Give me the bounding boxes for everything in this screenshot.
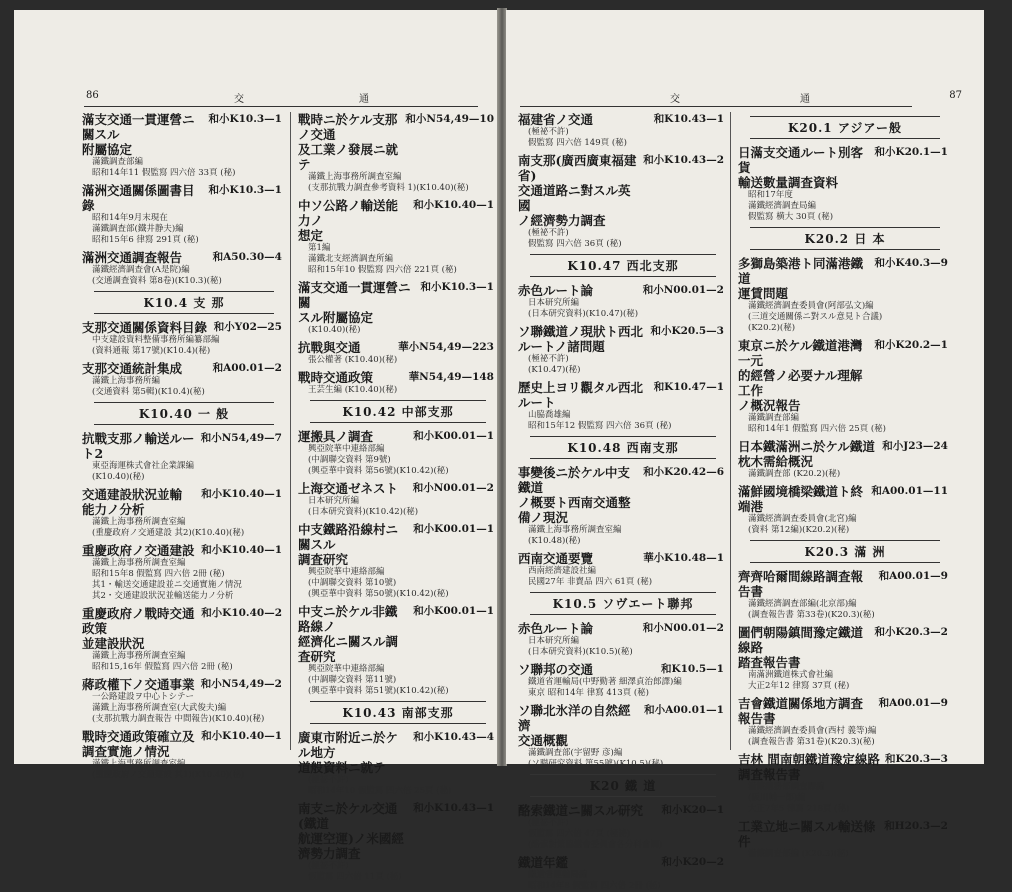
entry-title: 蔣政權下ノ交通事業 <box>82 677 195 692</box>
entry-title: 齊齊哈爾間線路調査報告書 <box>738 569 864 599</box>
catalog-entry <box>82 543 282 602</box>
left-running-head-1: 交 <box>234 94 244 105</box>
catalog-entry <box>738 696 948 748</box>
entry-details: 興亞院華中連絡部編 (中調聯交資料 第9號) (興亞華中資料 第56號)(K10.42)(秘) <box>308 444 449 476</box>
catalog-entry <box>518 380 724 432</box>
call-number: 和H20.3—2 <box>884 820 948 832</box>
entry-title-row <box>518 380 724 410</box>
entry-title: ソ聯北氷洋の自然經濟 交通概觀 <box>518 703 631 748</box>
catalog-entry <box>298 198 494 276</box>
catalog-entry <box>738 569 948 621</box>
entry-title: 抗戰支那ノ輸送ルート2 <box>82 431 195 461</box>
entry-title-row <box>518 803 724 818</box>
left-running-head <box>84 88 478 107</box>
entry-title: 支那交通關係資料目錄 <box>82 320 208 335</box>
call-number: 華小N54,49—223 <box>398 341 494 353</box>
entry-title-row <box>298 370 494 385</box>
entry-title-row <box>298 604 494 664</box>
entry-title: 鐵道年鑑 <box>518 855 569 870</box>
catalog-entry <box>82 487 282 539</box>
entry-details: 滿鐵上海事務所編 (交通資料 第5輯)(K10.4)(秘) <box>92 376 205 397</box>
entry-title: 日滿支交通ルート別客貨 輸送數量調査資料 <box>738 145 864 190</box>
entry-title: 酪索鐵道ニ關スル研究 <box>518 803 644 818</box>
call-number: 和小K20.2—1 <box>874 339 948 351</box>
entry-title: 滿鮮國境橋梁鐵道ト終端港 <box>738 484 864 514</box>
entry-title-row <box>298 730 494 775</box>
call-number: 和小K00.01—1 <box>413 430 494 442</box>
entry-details: 西南經濟建設社編 民國27年 非賣品 四六 61頁 (秘) <box>528 566 653 587</box>
catalog-entry <box>738 256 948 334</box>
entry-details: 日本研究所編 (日本研究資料)(K10.42)(秘) <box>308 496 419 517</box>
entry-title-row <box>738 569 948 599</box>
call-number: 和K10.43—1 <box>653 113 724 125</box>
entry-details: 滿鐵調査部編 昭和14年1 假監寫 四六倍 25頁 (秘) <box>748 413 886 434</box>
entry-title: ソ聯鐵道ノ現狀ト西北 ルートノ諸問題 <box>518 324 644 354</box>
left-column-divider <box>290 112 291 750</box>
entry-title: 赤色ルート論 <box>518 621 594 636</box>
right-column-divider <box>730 112 731 750</box>
call-number: 和K10.47—1 <box>653 381 724 393</box>
entry-title-row <box>738 338 948 413</box>
catalog-entry <box>298 112 494 194</box>
entry-title-row <box>82 543 282 558</box>
right-running-head-1: 交 <box>670 94 680 105</box>
entry-title-row <box>82 729 282 759</box>
call-number: 和小Y02—25 <box>213 321 282 333</box>
call-number: 和小K10.3—1 <box>208 184 282 196</box>
section-header: K10.47 西北支那 <box>530 254 716 277</box>
entry-details: 滿鐵經濟調査委員會(北宮)編 (資料 第12編)(K20.2)(秘) <box>748 514 857 535</box>
call-number: 和小K10.43—2 <box>643 154 724 166</box>
entry-title-row <box>518 621 724 636</box>
call-number: 和小A00.01—1 <box>644 704 724 716</box>
entry-details: 興亞院華中連絡部編 (中調聯交資料 第11號) (興亞華中資料 第51號)(K10.42)(秘) <box>308 664 449 696</box>
entry-title-row <box>82 361 282 376</box>
call-number: 和小K20.42—6 <box>643 466 724 478</box>
entry-title-row <box>738 696 948 726</box>
entry-title: 滿支交通一貫運營ニ關スル 附屬協定 <box>82 112 195 157</box>
call-number: 和小K10.40—1 <box>201 488 282 500</box>
left-column-1 <box>82 112 282 780</box>
section-header: K20.3 滿 洲 <box>750 540 940 563</box>
call-number: 和K10.5—1 <box>660 663 724 675</box>
catalog-entry <box>82 320 282 357</box>
call-number: 和A00.01—2 <box>212 362 282 374</box>
entry-title-row <box>738 145 948 190</box>
entry-title: 多獅島築港ト同滿港鐵道 運賃問題 <box>738 256 864 301</box>
catalog-entry <box>298 481 494 518</box>
entry-title: 滿洲交通關係圖書目錄 <box>82 183 195 213</box>
catalog-entry <box>82 361 282 398</box>
call-number: 和小K40.3—9 <box>874 257 948 269</box>
entry-details: 滿鐵調査部(宇留野 彦)編 (ソ聯研究資料 第55號)(K10.5)(秘) <box>528 748 664 769</box>
left-column-2 <box>298 112 494 882</box>
catalog-entry <box>298 340 494 366</box>
entry-details: (極祕不許) 假監寫 四六倍 149頁 (秘) <box>528 127 627 148</box>
entry-title: 福建省ノ交通 <box>518 112 594 127</box>
entry-title-row <box>82 431 282 461</box>
catalog-entry <box>518 153 724 250</box>
entry-title-row <box>518 112 724 127</box>
entry-details: 滿鐵經濟調査部編(北京部)編 (調査報告書 第33卷)(K20.3)(秘) <box>748 599 875 620</box>
catalog-entry <box>518 703 724 770</box>
catalog-entry <box>738 625 948 692</box>
entry-title: 運搬具ノ調査 <box>298 429 374 444</box>
entry-details: 滿鐵經濟調查會(A是院)編 (交通調査資料 第8卷)(K10.3)(秘) <box>92 265 222 286</box>
catalog-entry <box>82 431 282 483</box>
call-number: 華N54,49—148 <box>408 371 494 383</box>
catalog-entry <box>518 855 724 892</box>
right-column-2 <box>738 112 948 859</box>
catalog-entry <box>82 677 282 725</box>
entry-details: 滿鐵經濟調査委員會(阿部弘文)編 (三道交通關係ニ對スル意見ト合議) (K20.2)(秘) <box>748 301 883 333</box>
catalog-entry <box>738 338 948 435</box>
entry-title-row <box>518 283 724 298</box>
call-number: 和小N54,49—10 <box>405 113 494 125</box>
catalog-entry <box>738 439 948 480</box>
section-header: K20.2 日 本 <box>750 227 940 250</box>
entry-details: 山脇喬雄編 昭和15年12 假監寫 四六倍 36頁 (秘) <box>528 410 672 431</box>
entry-details: 張公權著 (K10.40)(秘) <box>308 355 398 365</box>
entry-details: 日本研究所編 (日本研究資料)(K10.5)(秘) <box>528 636 633 657</box>
call-number: 和K20.3—3 <box>884 753 948 765</box>
section-header: K10.48 西南支那 <box>530 436 716 459</box>
entry-title: 事變後ニ於ケル中支鐵道 ノ概要ト西南交通整備ノ現況 <box>518 465 631 525</box>
entry-title: 廣東市附近ニ於ケル地方 道般資料ニ就テ <box>298 730 399 775</box>
entry-title: 西南交通要覽 <box>518 551 594 566</box>
call-number: 和小K10.3—1 <box>208 113 282 125</box>
catalog-entry <box>518 662 724 699</box>
call-number: 和A00.01—9 <box>878 570 948 582</box>
entry-details: 滿鐵上海事務所調査室編 (支那抗戰力調査參考資料 1)(K10.40)(秘) <box>308 172 469 193</box>
entry-details: 滿鐵調査部 (K20.2)(秘) <box>748 469 841 479</box>
left-page <box>14 10 498 882</box>
call-number: 和小K20—1 <box>661 804 724 816</box>
entry-details: 第1編 滿鐵北支經濟調査所編 昭和15年10 假監寫 四六倍 221頁 (秘) <box>308 243 457 275</box>
entry-details: (極祕不許) 假監寫 四六倍 36頁 (秘) <box>528 228 622 249</box>
right-page-number: 87 <box>949 90 962 101</box>
entry-details: 鐵道省運輸局編 昭和14年8 假監寫 四六倍 2冊 (秘) <box>528 870 661 891</box>
entry-title-row <box>738 256 948 301</box>
call-number: 和A00.01—11 <box>871 485 948 497</box>
call-number: 和小N54,49—2 <box>200 678 282 690</box>
entry-title-row <box>518 153 724 228</box>
entry-details: 日本研究所編 (日本研究資料)(K10.47)(秘) <box>528 298 639 319</box>
entry-details: 滿鐵調查部編 昭和14年11 假監寫 四六倍 33頁 (秘) <box>92 157 236 178</box>
entry-title-row <box>82 677 282 692</box>
catalog-entry <box>82 250 282 287</box>
entry-details: 滿鐵上海事務所調査室編 昭和15,16年 假監寫 四六倍 2冊 (秘) <box>92 651 233 672</box>
call-number: 和小K20—2 <box>661 856 724 868</box>
entry-title: 中支鐵路沿線村ニ關スル 調査研究 <box>298 522 399 567</box>
entry-title: 東京ニ於ケル鐵道港灣一元 的經營ノ必要ナル理解工作 ノ概況報告 <box>738 338 863 413</box>
entry-title: 上海交通ゼネスト <box>298 481 399 496</box>
call-number: 和A50.30—4 <box>212 251 282 263</box>
entry-title-row <box>518 662 724 677</box>
entry-details: 滿鐵總務部調査課編 (阪川輔一郎)編 大正7年5 律寫 218頁 (秘) <box>748 782 850 814</box>
entry-title: 重慶政府ノ戰時交通政策 並建設狀況 <box>82 606 195 651</box>
right-running-head <box>520 88 962 107</box>
entry-details: (極祕不許) 假監寫 四六倍 47頁 (極祕) (酪索對策協議會委員會各分科會調) <box>528 818 663 850</box>
entry-title-row <box>298 429 494 444</box>
entry-details: 滿鐵上海事務所調査室編 (重慶政府ノ交通建設 其1)(K10.40)(秘) <box>92 759 245 780</box>
entry-title-row <box>82 487 282 517</box>
entry-details: 中支建設資料整備事務所編纂部編 (資料通報 第17號)(K10.4)(秘) <box>92 335 220 356</box>
section-header: K20.1 アジアー般 <box>750 116 940 139</box>
call-number: 和小K20.5—3 <box>650 325 724 337</box>
entry-title: 南支ニ於ケル交通(鐵道 航運空運)ノ米國經濟勢力調査 <box>298 801 404 861</box>
section-header: K10.40 一 般 <box>94 402 274 425</box>
call-number: 和小N00.01—2 <box>642 622 724 634</box>
entry-title-row <box>82 320 282 335</box>
call-number: 華小K10.48—1 <box>643 552 724 564</box>
entry-title-row <box>82 183 282 213</box>
entry-title-row <box>82 606 282 651</box>
call-number: 和小J23—24 <box>882 440 948 452</box>
entry-details: 一公路建設ヲ中心トシテー 滿鐵上海事務所調査室(大武俊夫)編 (支那抗戰力調査報告 中間報告)(K10.40)(秘) <box>92 692 265 724</box>
entry-title-row <box>518 324 724 354</box>
call-number: 和小K10.3—1 <box>420 281 494 293</box>
catalog-entry <box>298 801 494 883</box>
entry-details: 滿鐵上海事務所調査室編 昭和15年8 假監寫 四六倍 2冊 (秘) 其1・輸送交通建設並ニ交通實施ノ情況 其2・交通建設狀況並輸送能力ノ分析 <box>92 558 242 601</box>
entry-title-row <box>518 703 724 748</box>
entry-details: 興亞院華中連絡部編 (中調聯交資料 第10號) (興亞華中資料 第50號)(K10.42)(秘) <box>308 567 449 599</box>
right-column-1 <box>518 112 724 891</box>
catalog-entry <box>738 145 948 223</box>
call-number: 和小N54,49—7 <box>200 432 282 444</box>
call-number: 和小N00.01—2 <box>412 482 494 494</box>
catalog-entry <box>518 324 724 376</box>
entry-title-row <box>82 250 282 265</box>
call-number: 和小K10.40—1 <box>413 199 494 211</box>
catalog-entry <box>738 819 948 860</box>
entry-details: (極祕不許) 昭和14年10 假監寫 四六倍 25頁 (秘) <box>308 775 452 796</box>
call-number: 和小K10.43—1 <box>413 802 494 814</box>
catalog-entry <box>738 752 948 815</box>
catalog-entry <box>298 522 494 600</box>
entry-title: 戰時交通政策確立及 調查實施ノ情況 <box>82 729 195 759</box>
entry-title: 交通建設狀況並輸 能力ノ分析 <box>82 487 183 517</box>
entry-details: 昭和17年度 滿鐵經濟調査局編 假監寫 横大 30頁 (秘) <box>748 190 834 222</box>
entry-details: 鐵道省運輸局(中野勤著 細澤貞治郎譯)編 東京 昭和14年 律寫 413頁 (秘) <box>528 677 682 698</box>
entry-title: 抗戰與交通 <box>298 340 361 355</box>
entry-details: (K10.40)(秘) <box>308 325 361 335</box>
entry-title: 中支ニ於ケル非鐵路線ノ 經濟化ニ關スル調査研究 <box>298 604 399 664</box>
call-number: 和A00.01—9 <box>878 697 948 709</box>
section-header: K10.5 ソヴエート聯邦 <box>530 592 716 615</box>
section-header: K20 鐵 道 <box>530 774 716 797</box>
catalog-entry <box>298 604 494 697</box>
left-page-number: 86 <box>86 90 99 101</box>
entry-details: (極祕不許) (K10.47)(秘) <box>528 354 581 375</box>
entry-details: 滿鐵經濟調査委員會(西村 義等)編 (調査報告書 第31卷)(K20.3)(秘) <box>748 726 877 747</box>
right-page <box>506 10 984 891</box>
section-header: K10.43 南部支那 <box>310 701 486 724</box>
catalog-entry <box>298 280 494 336</box>
entry-title-row <box>518 551 724 566</box>
entry-title-row <box>298 340 494 355</box>
call-number: 和小K20.1—1 <box>874 146 948 158</box>
catalog-entry <box>82 183 282 246</box>
entry-title: 圖們朝陽鎮間豫定鐵道線路 踏査報告書 <box>738 625 864 670</box>
call-number: 和小K20.3—2 <box>874 626 948 638</box>
entry-title-row <box>298 522 494 567</box>
call-number: 和小N00.01—2 <box>642 284 724 296</box>
section-header: K10.4 支 那 <box>94 291 274 314</box>
entry-details: 滿鐵上海事務所調査室編 (K10.48)(秘) <box>528 525 622 546</box>
catalog-entry <box>518 112 724 149</box>
entry-title: 戰時ニ於ケル支那ノ交通 及工業ノ發展ニ就テ <box>298 112 399 172</box>
call-number: 和小K10.43—4 <box>413 731 494 743</box>
call-number: 和小K10.40—2 <box>201 607 282 619</box>
entry-details: 王芸生編 (K10.40)(秘) <box>308 385 398 395</box>
entry-title: 重慶政府ノ交通建設 <box>82 543 195 558</box>
entry-title-row <box>518 465 724 525</box>
entry-details: 昭和14年9月末現在 滿鐵調査部(鐵井静夫)編 昭和15年6 律寫 291頁 (秘) <box>92 213 199 245</box>
entry-title: 南支那(廣西廣東福建省) 交通道路ニ對スル英國 ノ經濟勢力調査 <box>518 153 637 228</box>
call-number: 和小K00.01—1 <box>413 605 494 617</box>
catalog-entry <box>82 729 282 781</box>
catalog-entry <box>298 730 494 797</box>
entry-details: 滿鐵上海事務所調査室編 (重慶政府ノ交通建設 其2)(K10.40)(秘) <box>92 517 245 538</box>
call-number: 和小K00.01—1 <box>413 523 494 535</box>
entry-title: 滿洲交通調查報告 <box>82 250 183 265</box>
catalog-entry <box>518 803 724 851</box>
call-number: 和小K10.40—1 <box>201 544 282 556</box>
entry-title-row <box>738 819 948 849</box>
entry-title: 吉林 間南朝鐵道豫定線路調査報告書 <box>738 752 880 782</box>
entry-title-row <box>298 280 494 325</box>
entry-details: 東亞海運株式會社企業課編 (K10.40)(秘) <box>92 461 195 482</box>
entry-details: (極祕不許) 假監寫 四六倍 11頁 (秘) <box>308 861 402 882</box>
catalog-entry <box>298 370 494 396</box>
section-header: K10.42 中部支那 <box>310 400 486 423</box>
entry-title-row <box>738 625 948 670</box>
entry-title-row <box>518 855 724 870</box>
catalog-entry <box>518 283 724 320</box>
entry-details: 南滿洲鐵道株式會社編 大正2年12 律寫 37頁 (秘) <box>748 670 850 691</box>
entry-title: 戰時交通政策 <box>298 370 374 385</box>
entry-title-row <box>738 484 948 514</box>
catalog-entry <box>82 112 282 179</box>
right-running-head-2: 通 <box>800 94 810 105</box>
entry-title: 中ソ公路ノ輸送能力ノ 想定 <box>298 198 399 243</box>
catalog-entry <box>82 606 282 673</box>
catalog-entry <box>738 484 948 536</box>
entry-title-row <box>738 439 948 469</box>
entry-title-row <box>298 801 494 861</box>
entry-title: 歷史上ヨリ觀タル西北ルート <box>518 380 644 410</box>
entry-title: ソ聯邦の交通 <box>518 662 594 677</box>
entry-title-row <box>298 198 494 243</box>
catalog-entry <box>518 465 724 547</box>
entry-title: 吉會鐵道關係地方調査報告書 <box>738 696 864 726</box>
entry-title-row <box>298 481 494 496</box>
catalog-entry <box>518 621 724 658</box>
entry-details: 滿鐵調査部編 (K20.3)(秘) <box>748 849 849 859</box>
entry-title-row <box>298 112 494 172</box>
call-number: 和小K10.40—1 <box>201 730 282 742</box>
entry-title-row <box>82 112 282 157</box>
left-running-head-2: 通 <box>359 94 369 105</box>
entry-title: 支那交通統計集成 <box>82 361 183 376</box>
catalog-entry <box>518 551 724 588</box>
entry-title: 滿支交通一貫運營ニ關 スル附屬協定 <box>298 280 411 325</box>
entry-title: 日本鐵滿洲ニ於ケル鐵道 枕木需給概況 <box>738 439 875 469</box>
entry-title-row <box>738 752 948 782</box>
entry-title: 工業立地ニ關スル輸送條件 <box>738 819 876 849</box>
catalog-entry <box>298 429 494 477</box>
entry-title: 赤色ルート論 <box>518 283 594 298</box>
